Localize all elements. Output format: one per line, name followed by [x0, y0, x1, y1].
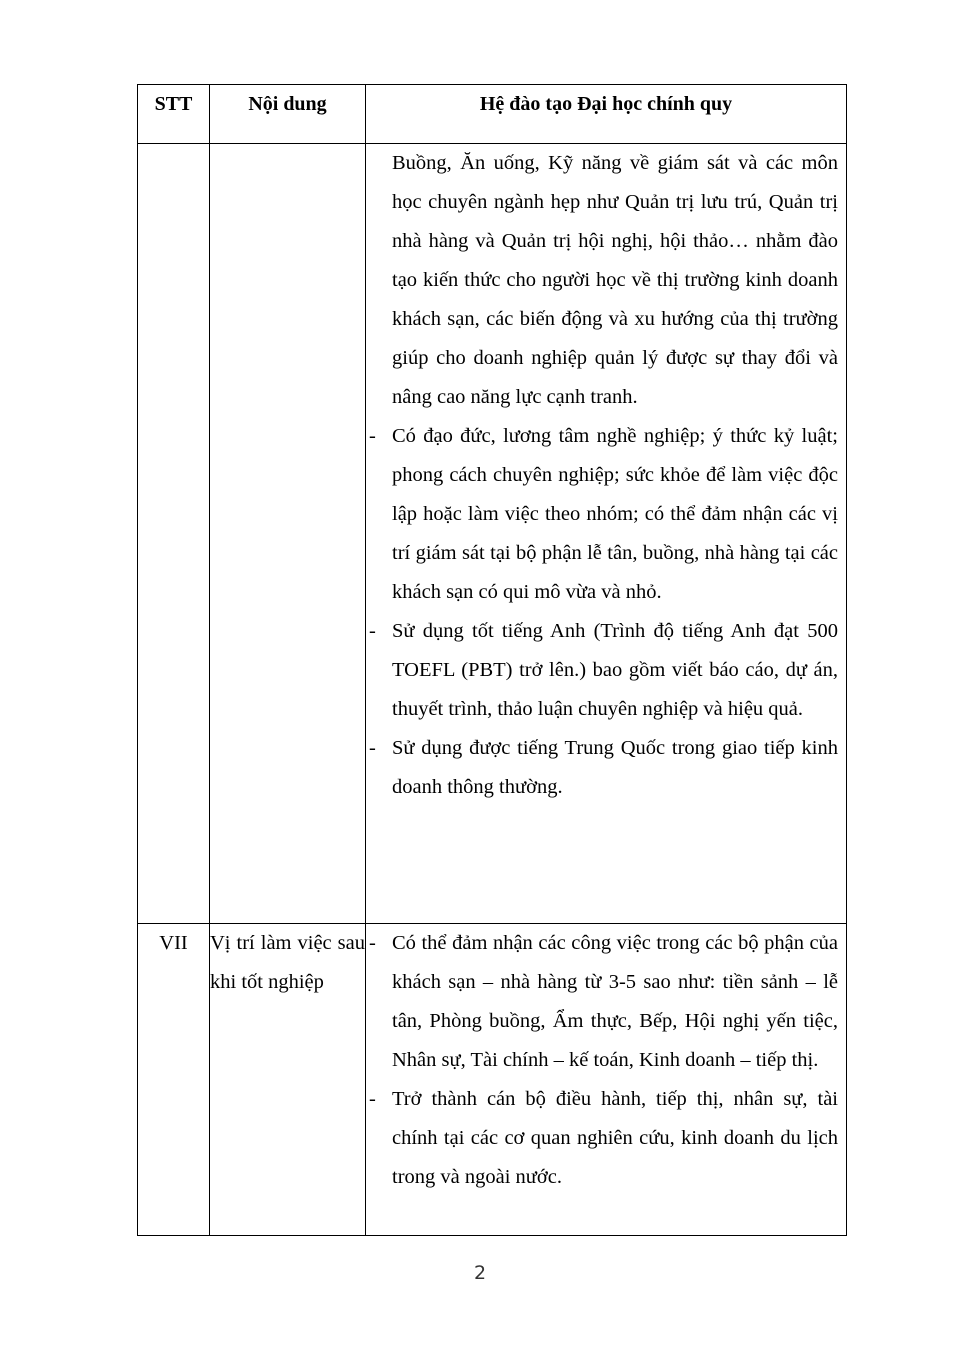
table-row	[138, 924, 847, 1236]
row2-noi-dung: Vị trí làm việc sau khi tốt nghiệp	[210, 924, 366, 1236]
table-header-row	[138, 85, 847, 144]
row1-stt	[138, 144, 210, 924]
list-item: - Sử dụng được tiếng Trung Quốc trong giao tiếp kinh doanh thông thường.	[369, 737, 838, 798]
list-item: - Có thể đảm nhận các công việc trong các bộ phận của khách sạn – nhà hàng từ 3-5 sao như: tiền sảnh – lễ tân, Phòng buồng, Ẩm thực, Bếp, Hội nghị yến tiệc, Nhân sự, Tài chính – kế toán, Kinh doanh – tiếp thị.	[369, 932, 838, 1071]
program-table	[137, 84, 847, 1236]
list-item: - Có đạo đức, lương tâm nghề nghiệp; ý thức kỷ luật; phong cách chuyên nghiệp; sức khỏe để làm việc độc lập hoặc làm việc theo nhóm; có thể đảm nhận các vị trí giám sát tại bộ phận lễ tân, buồng, nhà hàng tại các khách sạn có qui mô vừa và nhỏ.	[369, 425, 838, 603]
table-row	[138, 144, 847, 924]
header-stt: STT	[138, 85, 210, 144]
row1-noi-dung	[210, 144, 366, 924]
row2-stt: VII	[138, 924, 210, 1236]
list-item: - Trở thành cán bộ điều hành, tiếp thị, nhân sự, tài chính tại các cơ quan nghiên cứu, kinh doanh du lịch trong và ngoài nước.	[369, 1088, 838, 1188]
list-item: - Sử dụng tốt tiếng Anh (Trình độ tiếng Anh đạt 500 TOEFL (PBT) trở lên.) bao gồm viết báo cáo, dự án, thuyết trình, thảo luận chuyên nghiệp và hiệu quả.	[369, 620, 838, 720]
row1-content	[366, 144, 847, 924]
page-number: 2	[473, 1262, 487, 1284]
continuation-paragraph: Buồng, Ăn uống, Kỹ năng về giám sát và các môn học chuyên ngành hẹp như Quản trị lưu trú, Quản trị nhà hàng và Quản trị hội nghị, hội thảo… nhằm đào tạo kiến thức cho người học về thị trường kinh doanh khách sạn, các biến động và xu hướng của thị trường giúp cho doanh nghiệp quản lý được sự thay đổi và nâng cao năng lực cạnh tranh.	[392, 152, 838, 408]
row2-content	[366, 924, 847, 1236]
header-he-dao-tao: Hệ đào tạo Đại học chính quy	[366, 85, 847, 144]
header-noi-dung: Nội dung	[210, 85, 366, 144]
